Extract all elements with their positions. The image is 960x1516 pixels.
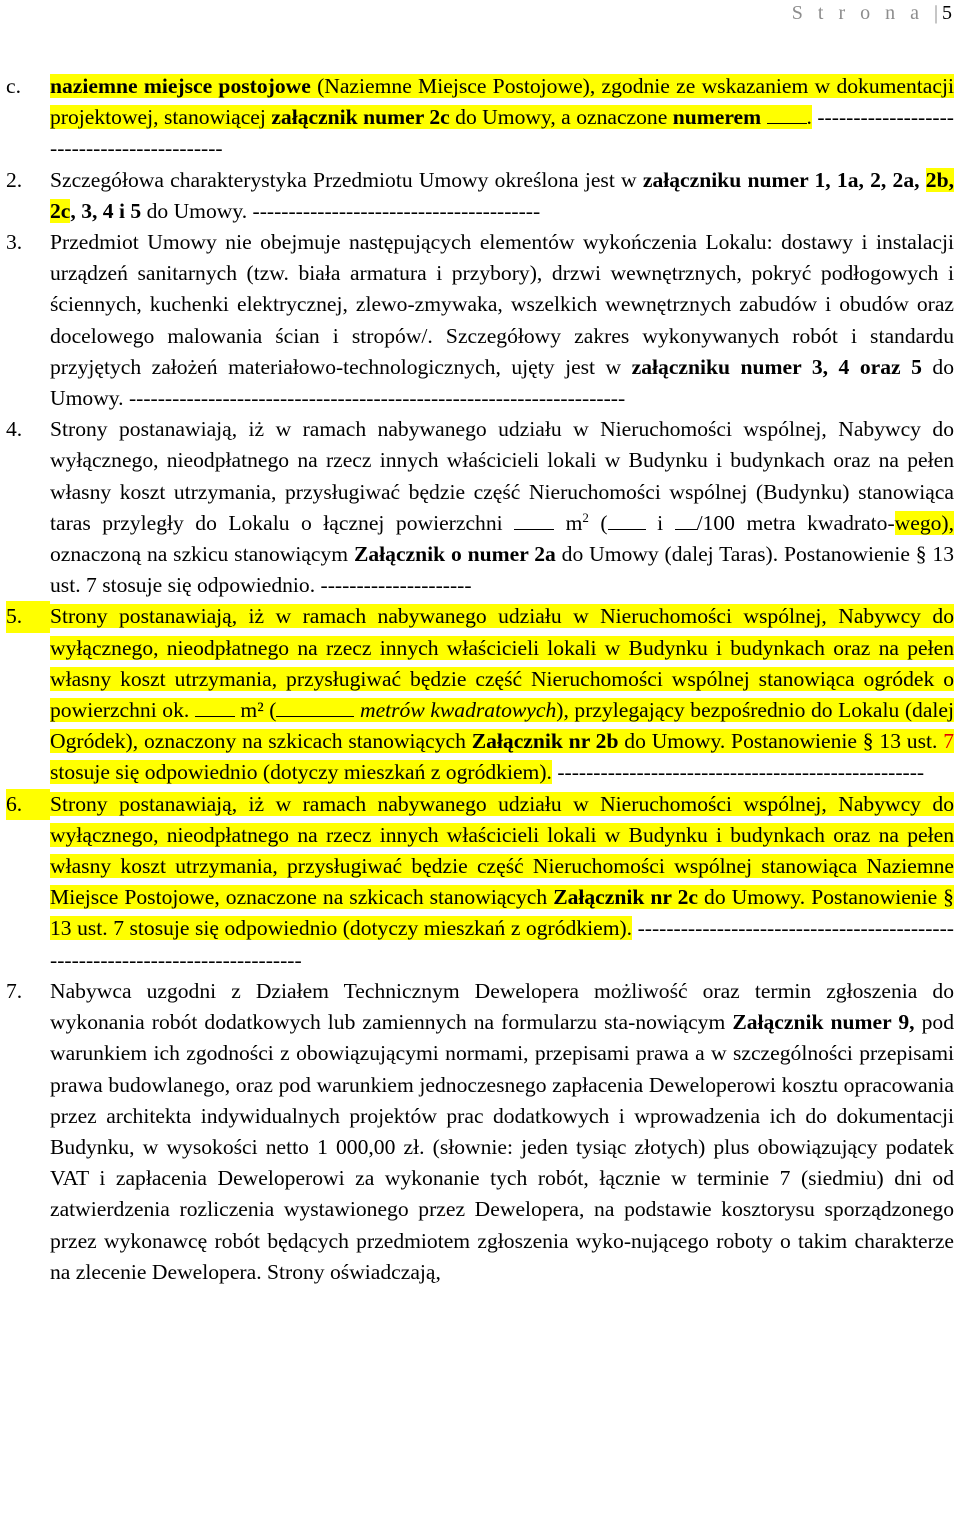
clause-3 bbox=[6, 227, 954, 414]
blank-field[interactable] bbox=[767, 103, 807, 124]
page-header bbox=[792, 2, 952, 25]
clause-6 bbox=[6, 789, 954, 976]
clause-marker: c. bbox=[6, 74, 21, 98]
clause-text: Szczegółowa charakterystyka Przedmiotu Umowy określona jest w załączniku numer 1, 1a, 2, 2a, 2b, 2c, 3, 4 i 5 do Umowy. ---------------------------------------- bbox=[50, 167, 955, 223]
clause-5 bbox=[6, 601, 954, 788]
clause-text: Przedmiot Umowy nie obejmuje następujących elementów wykończenia Lokalu: dostawy i instalacji urządzeń sanitarnych (tzw. biała armatura i przybory), drzwi wewnętrznych, pokryć podłogowych i ściennych, kuchenki elektrycznej, zlewo-zmywaka, wszelkich wewnętrznych zabudów i obudów oraz docelowego malowania ścian i stropów/. Szczegółowy zakres wykonywanych robót i standardu przyjętych założeń materiałowo-technologicznych, ujęty jest w załączniku numer 3, 4 oraz 5 do Umowy. --------------------------------------------------------------------- bbox=[50, 230, 954, 411]
page-number: 5 bbox=[942, 2, 952, 24]
clause-marker: 5. bbox=[6, 601, 50, 632]
blank-field[interactable] bbox=[276, 696, 354, 717]
clause-4 bbox=[6, 414, 954, 601]
clause-text: Strony postanawiają, iż w ramach nabywanego udziału w Nieruchomości wspólnej, Nabywcy do wyłącznego, nieodpłatnego na rzecz innych właścicieli lokali w Budynku i budynkach oraz na pełen własny koszt utrzymania, przysługiwać będzie część Nieruchomości wspólnej (Budynku) stanowiąca taras przyległy do Lokalu o łącznej powierzchni $m^2$ ( i /100 metra kwadrato-wego), oznaczoną na szkicu stanowiącym Załącznik o numer 2a do Umowy (dalej Taras). Postanowienie § 13 ust. 7 stosuje się odpowiednio. --------------------- bbox=[50, 417, 955, 598]
clause-7 bbox=[6, 976, 954, 1288]
blank-field[interactable] bbox=[195, 696, 235, 717]
clause-marker: 6. bbox=[6, 789, 50, 820]
page-header-separator: | bbox=[933, 2, 938, 24]
document-body bbox=[6, 71, 954, 1288]
clause-text: Strony postanawiają, iż w ramach nabywanego udziału w Nieruchomości wspólnej, Nabywcy do wyłącznego, nieodpłatnego na rzecz innych właścicieli lokali w Budynku i budynkach oraz na pełen własny koszt utrzymania, przysługiwać będzie część Nieruchomości wspólnej stanowiąca Naziemne Miejsce Postojowe, oznaczone na szkicach stanowiących Załącznik nr 2c do Umowy. Postanowienie § 13 ust. 7 stosuje się odpowiednio (dotyczy mieszkań z ogródkiem). ------------------------------------------------------------------------------- bbox=[50, 791, 954, 972]
clause-text: Strony postanawiają, iż w ramach nabywanego udziału w Nieruchomości wspólnej, Nabywcy do wyłącznego, nieodpłatnego na rzecz innych właścicieli lokali w Budynku i budynkach oraz na pełen własny koszt utrzymania, przysługiwać będzie część Nieruchomości wspólnej stanowiąca ogródek o powierzchni ok. m² ( metrów kwadratowych), przylegający bezpośrednio do Lokalu (dalej Ogródek), oznaczony na szkicach stanowiących Załącznik nr 2b do Umowy. Postanowienie § 13 ust. 7 stosuje się odpowiednio (dotyczy mieszkań z ogródkiem). --------------------------------------------------- bbox=[50, 604, 954, 785]
clause-text: naziemne miejsce postojowe (Naziemne Miejsce Postojowe), zgodnie ze wskazaniem w dokumentacji projektowej, stanowiącej załącznik numer 2c do Umowy, a oznaczone numerem . ------------------------------------------- bbox=[50, 74, 954, 161]
clause-marker: 2. bbox=[6, 167, 23, 192]
clause-marker: 3. bbox=[6, 230, 23, 255]
clause-marker: 7. bbox=[6, 978, 23, 1003]
blank-field[interactable] bbox=[514, 509, 554, 530]
clause-2 bbox=[6, 165, 954, 227]
blank-field[interactable] bbox=[608, 509, 646, 530]
page-header-label: S t r o n a bbox=[791, 2, 924, 24]
clause-c bbox=[6, 71, 954, 165]
clause-text: Nabywca uzgodni z Działem Technicznym Dewelopera możliwość oraz termin zgłoszenia do wykonania robót dodatkowych lub zamiennych na formularzu sta-nowiącym Załącznik numer 9, pod warunkiem ich zgodności z obowiązującymi normami, przepisami prawa a w szczególności przepisami prawa budowlanego, oraz pod warunkiem jednoczesnego zapłacenia Deweloperowi kosztu opracowania przez architekta indywidualnych projektów prac dodatkowych i wprowadzenia ich do dokumentacji Budynku, w wysokości netto 1 000,00 zł. (słownie: jeden tysiąc złotych) plus obowiązujący podatek VAT i zapłacenia Deweloperowi za wykonanie tych robót, łącznie w terminie 7 (siedmiu) dni od zatwierdzenia rozliczenia wystawionego przez Dewelopera, na podstawie kosztorysu sporządzonego przez wykonawcę robót będących przedmiotem zgłoszenia wyko-nującego roboty o takim charakterze na zlecenie Dewelopera. Strony oświadczają, bbox=[50, 978, 954, 1284]
clause-marker: 4. bbox=[6, 417, 23, 442]
blank-field[interactable] bbox=[675, 509, 697, 530]
